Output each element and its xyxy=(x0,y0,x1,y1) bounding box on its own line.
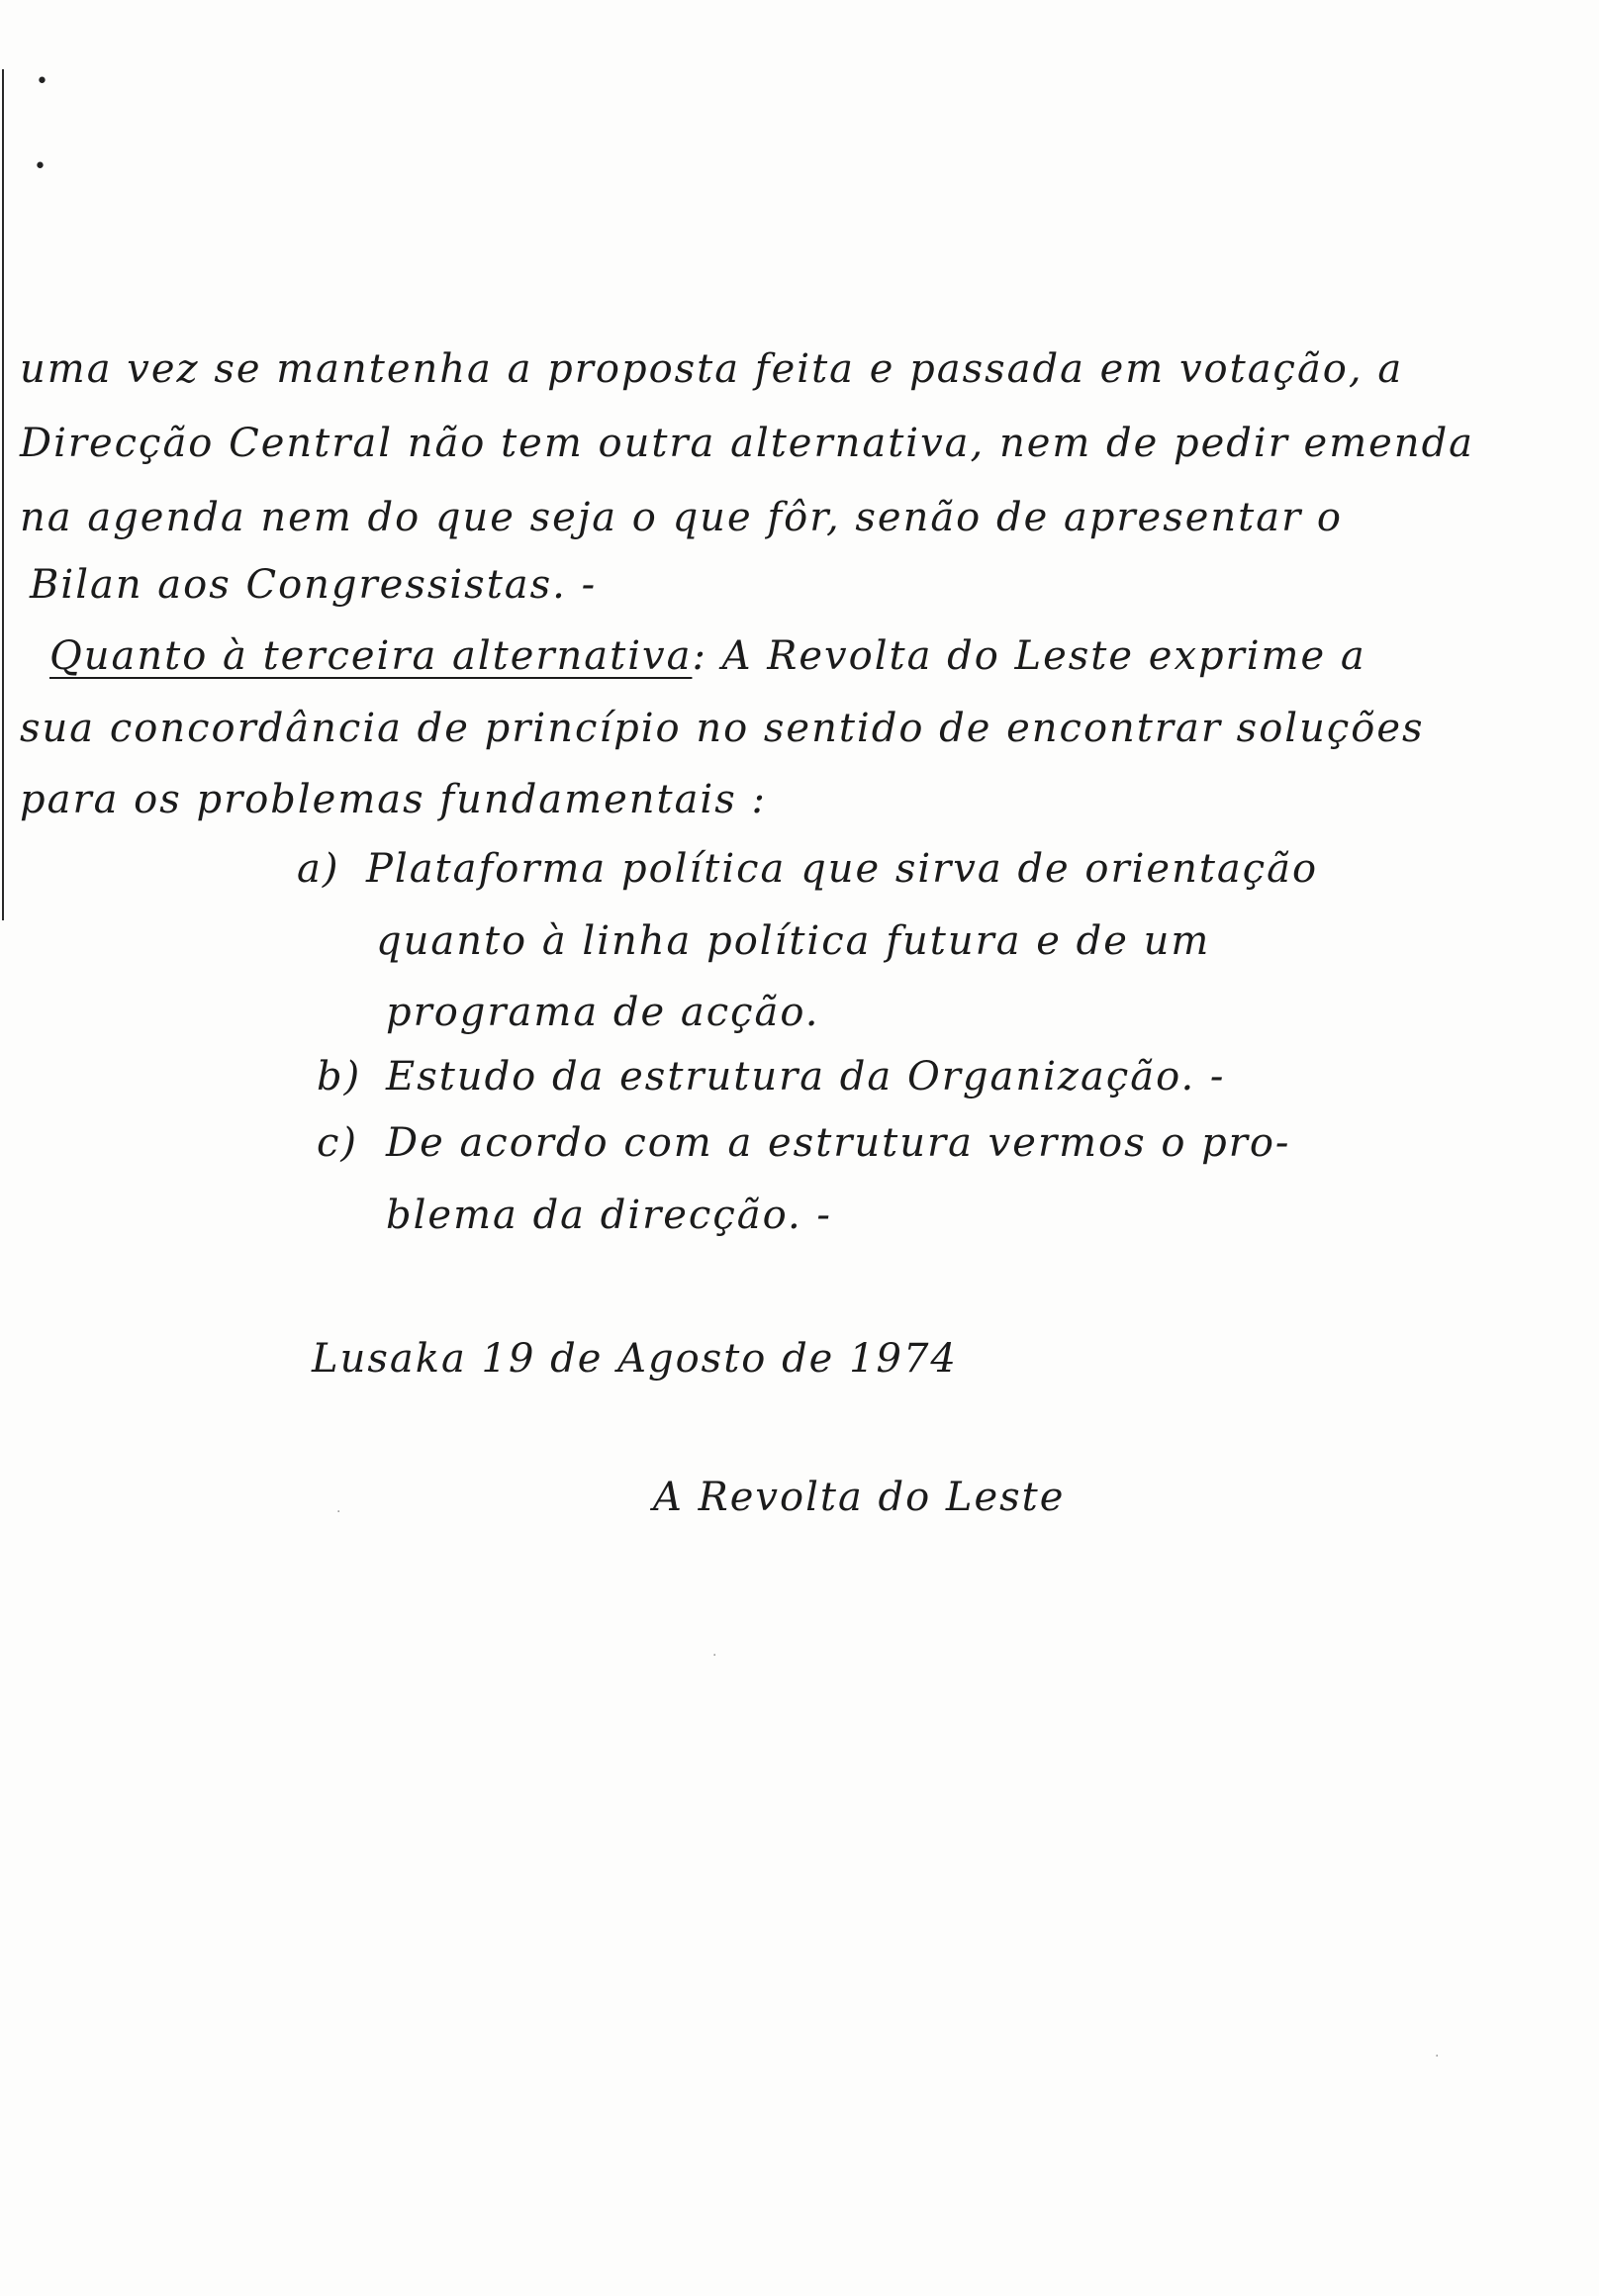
margin-dot: • xyxy=(36,69,48,94)
list-item-c xyxy=(317,1120,1290,1166)
item-marker: c) xyxy=(317,1120,359,1166)
item-text: Plataforma política que sirva de orientação xyxy=(366,846,1319,892)
item-text-continued: programa de acção. xyxy=(386,990,820,1035)
scan-speck: · xyxy=(336,1504,341,1520)
third-alternative-intro-rest: : A Revolta do Leste exprime a xyxy=(692,633,1366,679)
text-line: Direcção Central não tem outra alternativa, nem de pedir emenda xyxy=(20,421,1475,466)
left-margin-line xyxy=(2,69,4,920)
scan-speck: · xyxy=(1435,2049,1440,2064)
text-line: sua concordância de princípio no sentido de encontrar soluções xyxy=(20,706,1425,751)
text-line: para os problemas fundamentais : xyxy=(20,777,767,822)
place-date: Lusaka 19 de Agosto de 1974 xyxy=(312,1336,958,1382)
third-alternative-heading: Quanto à terceira alternativa xyxy=(49,633,693,679)
item-text-continued: quanto à linha política futura e de um xyxy=(376,918,1211,964)
text-line: uma vez se mantenha a proposta feita e passada em votação, a xyxy=(20,346,1404,392)
item-text-continued: blema da direcção. - xyxy=(386,1193,832,1238)
item-text: De acordo com a estrutura vermos o pro- xyxy=(386,1120,1291,1166)
signature: A Revolta do Leste xyxy=(653,1475,1066,1520)
item-marker: a) xyxy=(297,846,340,892)
list-item-b xyxy=(317,1054,1225,1100)
list-item-a xyxy=(297,846,1318,892)
scan-speck: · xyxy=(712,1648,717,1664)
text-line: na agenda nem do que seja o que fôr, senão de apresentar o xyxy=(20,495,1344,540)
item-marker: b) xyxy=(317,1054,362,1100)
margin-dot: • xyxy=(34,154,47,179)
third-alternative-intro xyxy=(49,633,1366,679)
item-text: Estudo da estrutura da Organização. - xyxy=(386,1054,1226,1100)
text-line: Bilan aos Congressistas. - xyxy=(30,562,598,608)
